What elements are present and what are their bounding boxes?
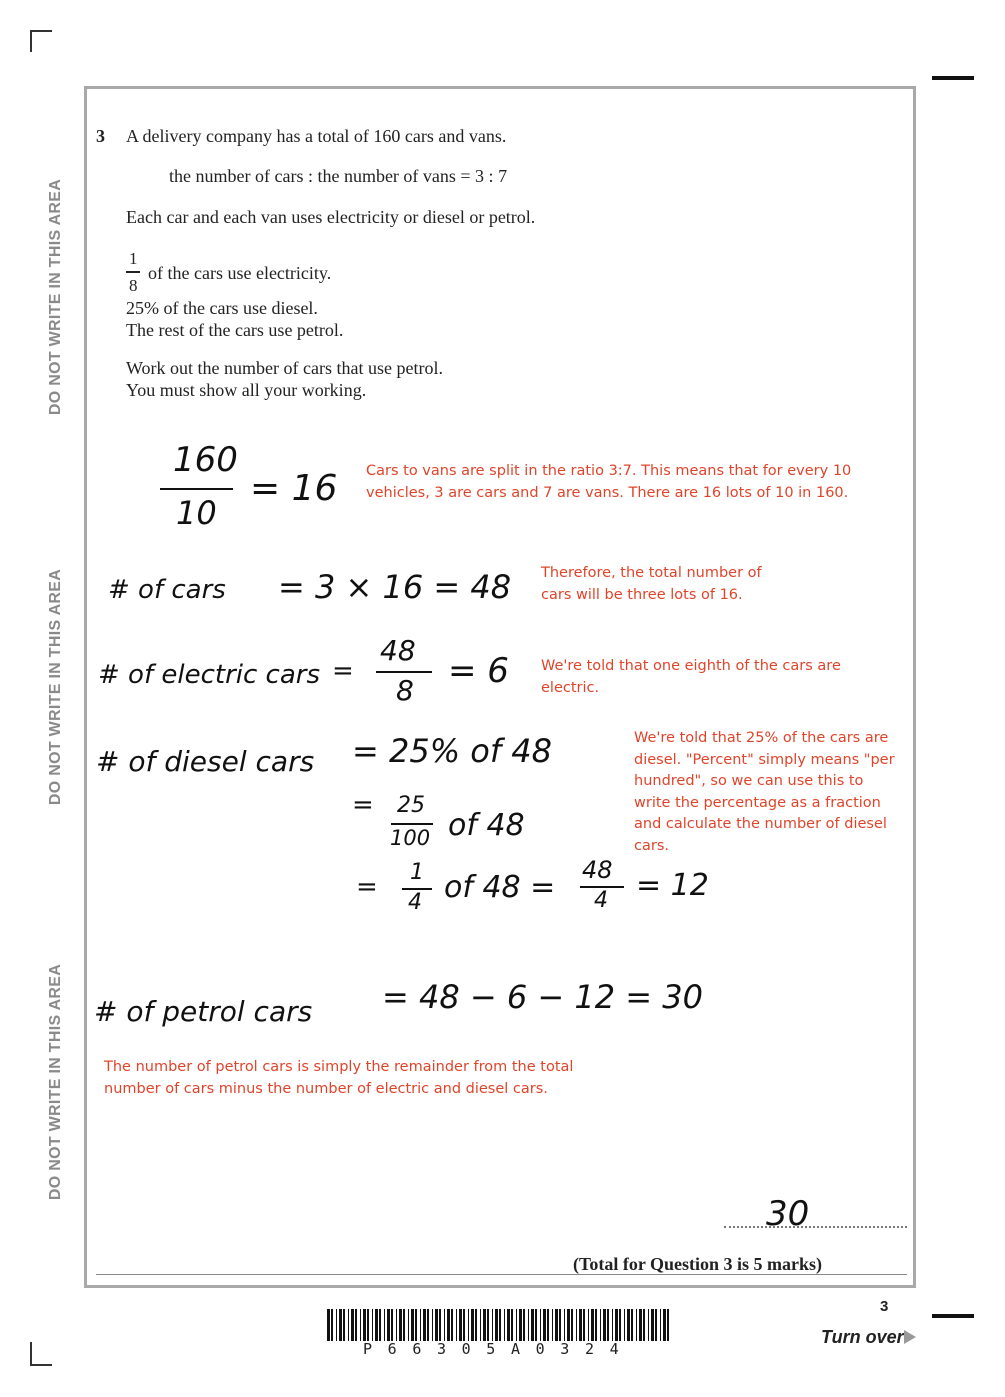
- work-3-label: # of electric cars: [98, 660, 321, 690]
- work-6-numerator-2: 48: [582, 856, 613, 884]
- answer-dotted-line[interactable]: [724, 1226, 907, 1228]
- note-petrol: The number of petrol cars is simply the remainder from the total number of cars minus the number of electric and diesel cars.: [104, 1059, 574, 1097]
- crop-mark-top-left-h: [30, 30, 52, 32]
- turn-over-arrow-icon: [904, 1330, 916, 1344]
- work-3-equals: =: [332, 656, 354, 686]
- note-diesel: We're told that 25% of the cars are diesel. "Percent" simply means "per hundred", so we can use this to write the percentage as a fraction and calculate the number of diesel cars.: [634, 730, 895, 854]
- work-5-fraction-bar: [391, 823, 433, 825]
- work-7-label: # of petrol cars: [94, 995, 313, 1028]
- crop-mark-bottom-left-v: [30, 1342, 32, 1364]
- work-5-equals: =: [352, 790, 374, 820]
- question-petrol: The rest of the cars use petrol.: [126, 320, 344, 340]
- work-2-label: # of cars: [108, 575, 226, 605]
- work-5-rest: of 48: [448, 808, 525, 843]
- fraction-numerator: 1: [129, 249, 138, 268]
- question-diesel: 25% of the cars use diesel.: [126, 298, 318, 318]
- work-1-result: = 16: [250, 468, 338, 509]
- work-1-numerator: 160: [173, 440, 238, 480]
- work-1-fraction-bar: [160, 488, 233, 490]
- work-7-expression: = 48 − 6 − 12 = 30: [382, 978, 703, 1016]
- work-6-numerator: 1: [410, 860, 424, 885]
- barcode: [327, 1309, 672, 1341]
- edge-tick-top-right: [932, 76, 974, 80]
- note-electric: We're told that one eighth of the cars are electric.: [541, 658, 841, 696]
- question-intro: A delivery company has a total of 160 cars and vans.: [126, 126, 507, 146]
- work-6-equals: =: [356, 872, 378, 902]
- barcode-text: P 6 6 3 0 5 A 0 3 2 4: [363, 1340, 622, 1358]
- bottom-rule: [96, 1274, 907, 1275]
- fraction-text: of the cars use electricity.: [148, 263, 332, 283]
- work-6-denominator-2: 4: [594, 888, 608, 913]
- note-ratio: Cars to vans are split in the ratio 3:7. This means that for every 10 vehicles, 3 are cars and 7 are vans. There are 16 lots of 10 in 160.: [366, 463, 852, 501]
- work-3-result: = 6: [448, 651, 509, 691]
- answer-value: 30: [766, 1194, 810, 1234]
- work-6-middle: of 48 =: [444, 870, 556, 905]
- work-6-denominator: 4: [408, 890, 422, 915]
- note-cars: Therefore, the total number of cars will be three lots of 16.: [541, 565, 762, 603]
- work-1-denominator: 10: [176, 494, 217, 532]
- question-task-1: Work out the number of cars that use petrol.: [126, 358, 443, 378]
- fraction-bar: [126, 271, 140, 273]
- work-5-numerator: 25: [397, 793, 425, 818]
- work-3-fraction-bar: [376, 671, 432, 673]
- turn-over-label: Turn over: [821, 1327, 904, 1347]
- edge-tick-bottom-right: [932, 1314, 974, 1318]
- total-marks: (Total for Question 3 is 5 marks): [573, 1254, 823, 1274]
- question-number: 3: [96, 126, 105, 146]
- fraction-denominator: 8: [129, 276, 138, 295]
- work-2-expression: = 3 × 16 = 48: [278, 568, 512, 606]
- work-4-label: # of diesel cars: [96, 745, 315, 778]
- work-3-denominator: 8: [396, 674, 414, 707]
- question-ratio: the number of cars : the number of vans = 3 : 7: [169, 166, 508, 186]
- page-number: 3: [880, 1298, 889, 1315]
- work-3-numerator: 48: [380, 634, 416, 667]
- question-fuel: Each car and each van uses electricity or diesel or petrol.: [126, 207, 536, 227]
- crop-mark-top-left-v: [30, 30, 32, 52]
- work-4-expression: = 25% of 48: [352, 732, 553, 770]
- work-5-denominator: 100: [390, 826, 431, 850]
- work-6-result: = 12: [636, 868, 709, 903]
- crop-mark-bottom-left-h: [30, 1364, 52, 1366]
- question-task-2: You must show all your working.: [126, 380, 367, 400]
